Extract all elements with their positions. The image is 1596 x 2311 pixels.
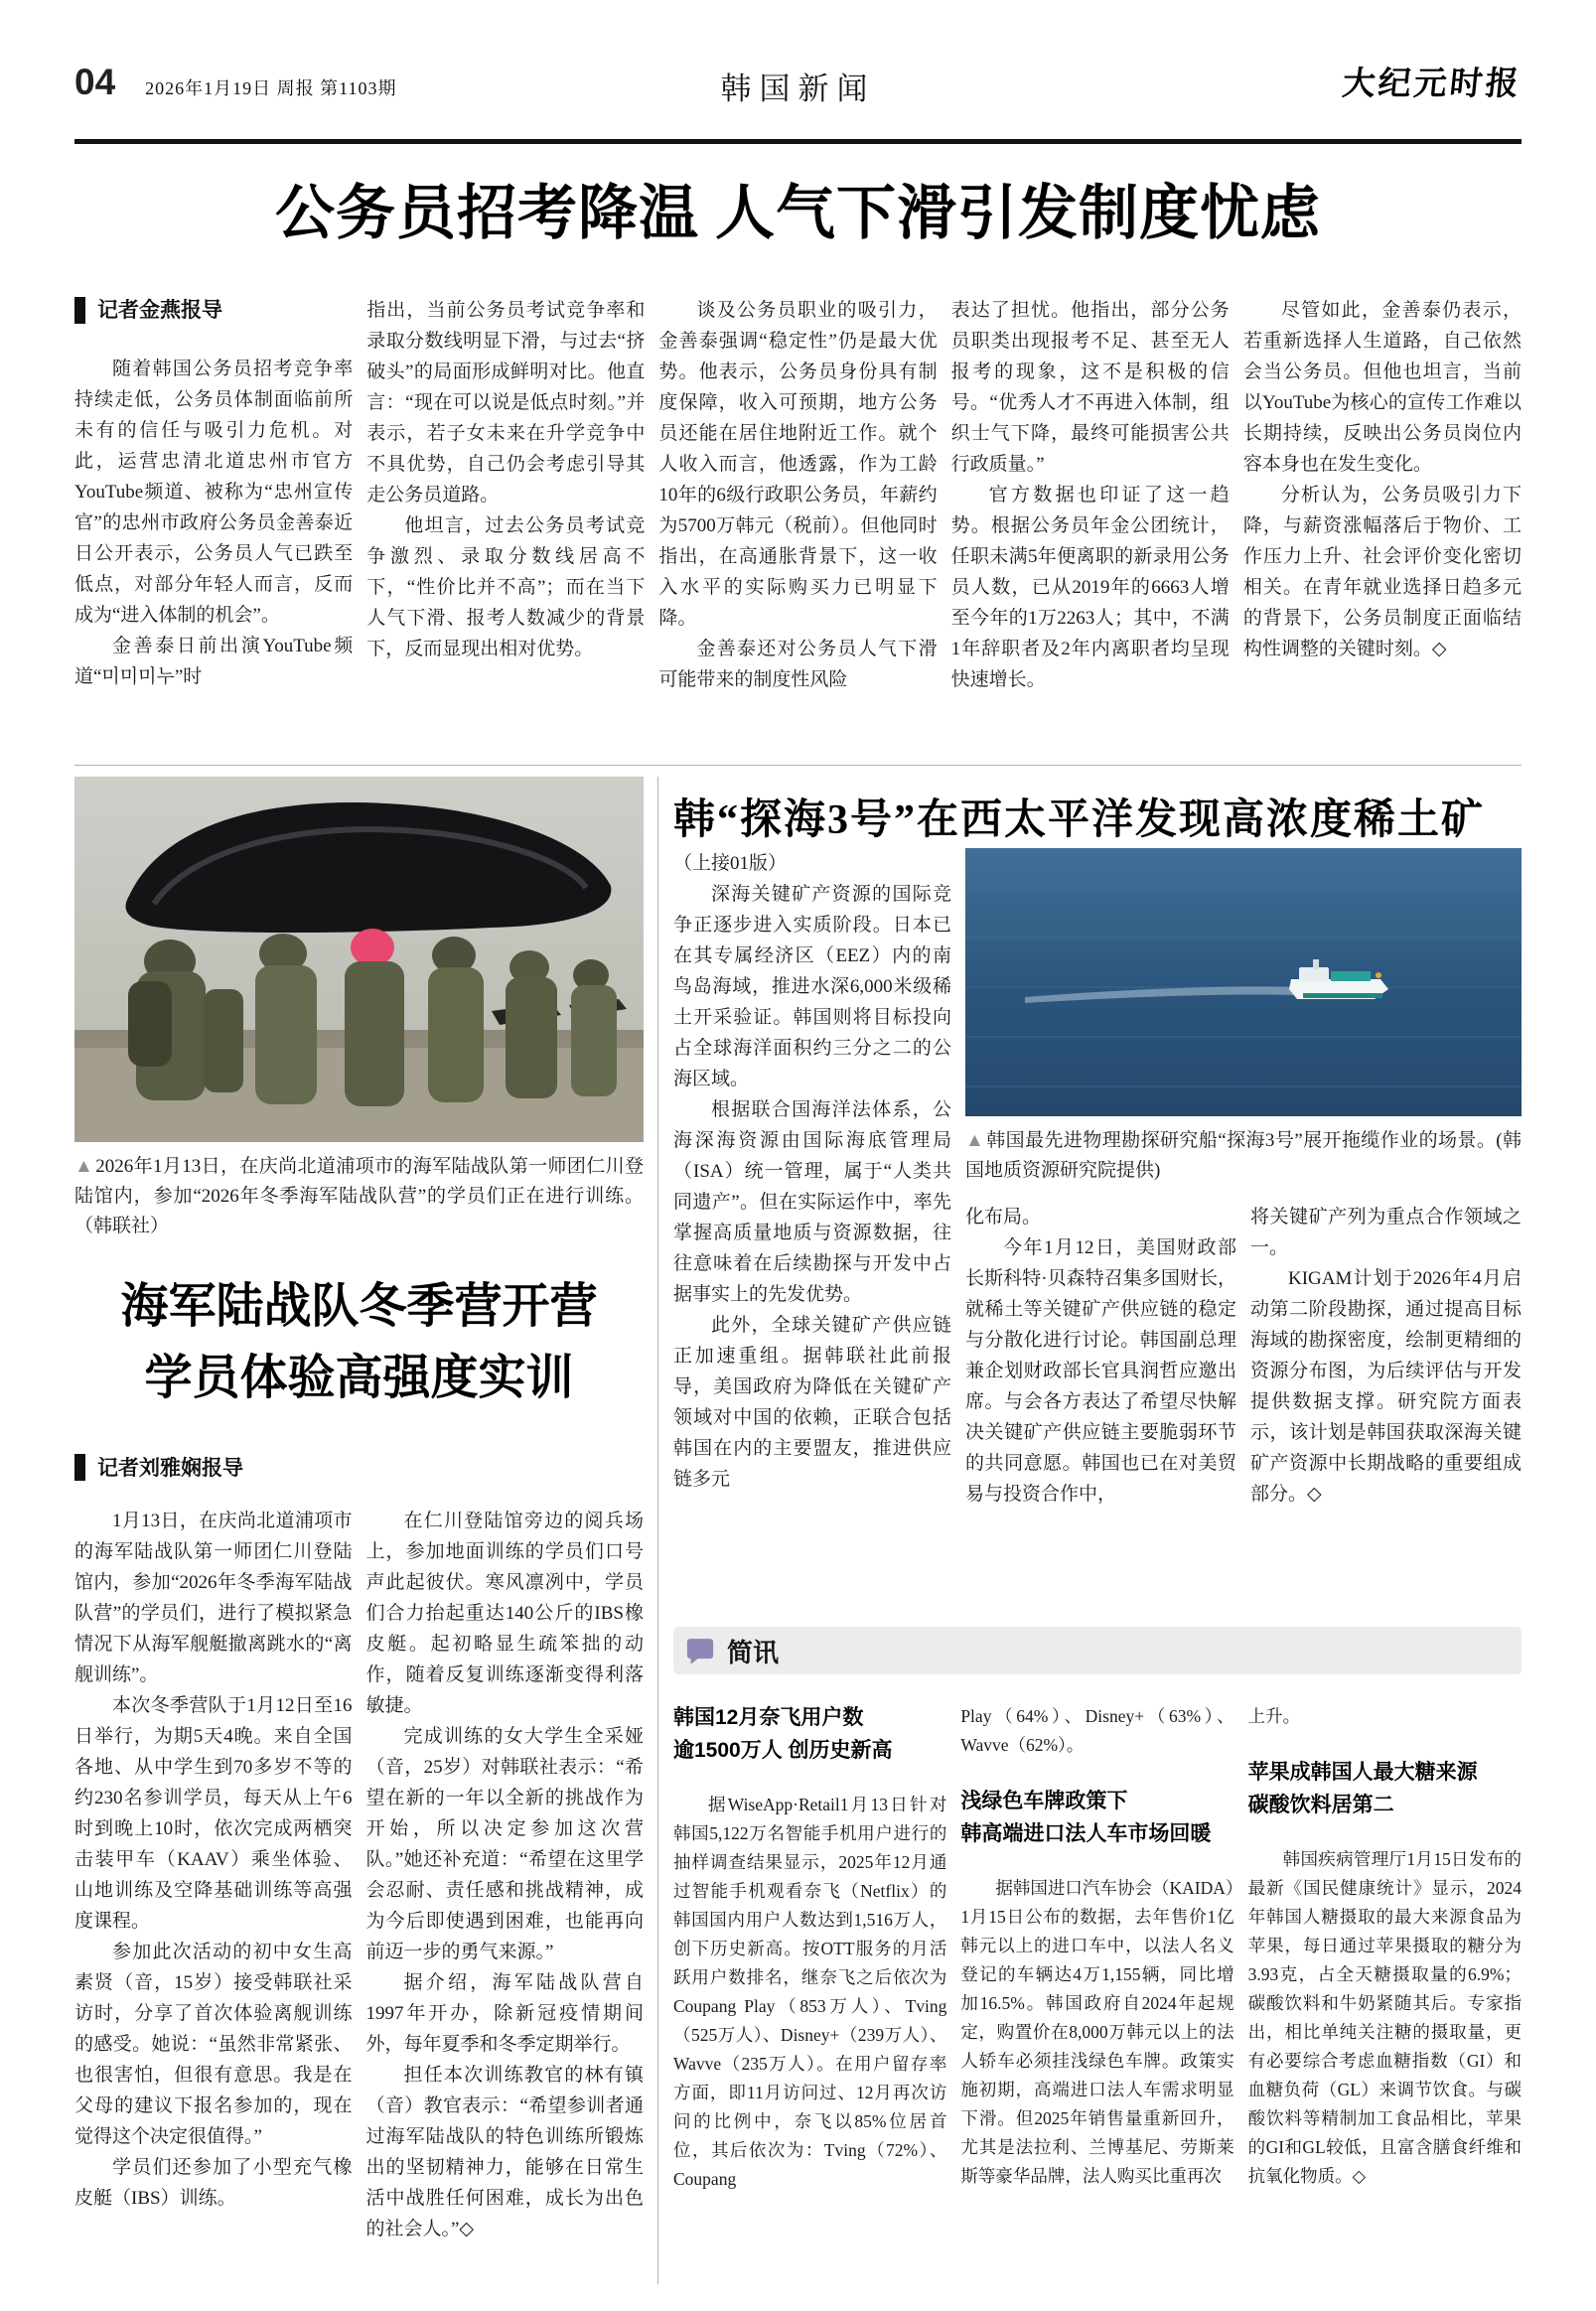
speech-bubble-icon — [685, 1636, 715, 1665]
brief-col-1 — [673, 1702, 946, 2194]
paragraph: 此外，全球关键矿产供应链正加速重组。据韩联社此前报导，美国政府为降低在关键矿产领域对中国的依赖，正联合包括韩国在内的主要盟友，推进供应链多元 — [673, 1315, 951, 1490]
article3-columns — [74, 1506, 644, 2244]
article2-col-2 — [965, 1202, 1236, 1510]
article2-col-3 — [1250, 1202, 1522, 1510]
paragraph: 据韩国进口汽车协会（KAIDA）1月15日公布的数据，去年售价1亿韩元以上的进口车中，以法人名义登记的车辆达4万1,155辆，同比增加16.5%。韩国政府自2024年起规定，购置价在8,000万韩元以上的法人轿车必须挂浅绿色车牌。政策实施初期，高端进口法人车需求明显下滑。但2025年销售量重新回升，尤其是法拉利、兰博基尼、劳斯莱斯等豪华品牌，法人购买比重再次 — [960, 1878, 1234, 2187]
paragraph: 1月13日，在庆尚北道浦项市的海军陆战队第一师团仁川登陆馆内，参加“2026年冬季海军陆战队营”的学员们，进行了模拟紧急情况下从海军舰艇撤离跳水的“离舰训练”。 — [74, 1511, 353, 1685]
article-civil-servant — [74, 177, 1522, 695]
byline — [74, 295, 353, 326]
article1-col-1 — [74, 295, 353, 695]
brief-col-3 — [1248, 1702, 1522, 2194]
marine-photo-caption — [74, 1152, 644, 1241]
byline-bar-icon — [74, 1454, 85, 1481]
paragraph: 今年1月12日，美国财政部长斯科特·贝森特召集多国财长，就稀土等关键矿产供应链的稳定与分散化进行讨论。韩国副总理兼企划财政部长官具润哲应邀出席。与会各方表达了希望尽快解决关键矿产供应链主要脆弱环节的共同意愿。韩国也已在对美贸易与投资合作中， — [965, 1237, 1236, 1505]
section-divider — [74, 765, 1522, 766]
paragraph: Play（64%）、Disney+（63%）、Wavve（62%）。 — [960, 1706, 1234, 1755]
paragraph: 他坦言，过去公务员考试竞争激烈、录取分数线居高不下，“性价比并不高”；而在当下人气下滑、报考人数减少的背景下，反而显现出相对优势。 — [366, 515, 646, 659]
paragraph: 化布局。 — [965, 1207, 1042, 1228]
paragraph: 完成训练的女大学生全采娅（音，25岁）对韩联社表示：“希望在新的一年以全新的挑战作为开始，所以决定参加这次营队。”她还补充道：“希望在这里学会忍耐、责任感和挑战精神，成为今后即使遇到困难，也能再向前迈一步的勇气来源。” — [365, 1726, 644, 1962]
section-title: 韩国新闻 — [720, 72, 876, 106]
article3-col-1 — [74, 1506, 353, 2244]
caption-triangle-icon: ▲ — [965, 1130, 985, 1151]
paragraph: 上升。 — [1247, 1706, 1301, 1726]
paragraph: 指出，当前公务员考试竞争率和录取分数线明显下滑，与过去“挤破头”的局面形成鲜明对比。他直言：“现在可以说是低点时刻。”并表示，若子女未来在升学竞争中不具优势，自己仍会考虑引导其走公务员道路。 — [366, 300, 646, 506]
paragraph: 韩国疾病管理厅1月15日发布的最新《国民健康统计》显示，2024年韩国人糖摄取的最大来源食品为苹果，每日通过苹果摄取的糖分为3.93克，占全天糖摄取量的6.9%；碳酸饮料和牛奶紧随其后。专家指出，相比单纯关注糖的摄取量，更有必要综合考虑血糖指数（GI）和血糖负荷（GL）来调节饮食。与碳酸饮料等精制加工食品相比，苹果的GI和GL较低，且富含膳食纤维和抗氧化物质。◇ — [1247, 1849, 1522, 2187]
article2-col-1 — [673, 848, 951, 1510]
paragraph: （上接01版） — [673, 853, 788, 874]
byline-text: 记者金燕报导 — [97, 299, 222, 322]
paragraph: 尽管如此，金善泰仍表示，若重新选择人生道路，自己依然会当公务员。但他也坦言，当前以YouTube为核心的宣传工作难以长期持续，反映出公务员岗位内容本身也在发生变化。 — [1242, 300, 1523, 475]
paragraph: 随着韩国公务员招考竞争率持续走低，公务员体制面临前所未有的信任与吸引力危机。对此，运营忠清北道忠州市官方YouTube频道、被称为“忠州宣传官”的忠州市政府公务员金善泰近日公开表示，公务员人气已跌至低点，对部分年轻人而言，反而成为“进入体制的机会”。 — [74, 359, 354, 626]
paragraph: 在仁川登陆馆旁边的阅兵场上，参加地面训练的学员们口号声此起彼伏。寒风凛冽中，学员们合力抬起重达140公斤的IBS橡皮艇。起初略显生疏笨拙的动作，随着反复训练逐渐变得利落敏捷。 — [365, 1511, 644, 1716]
article1-col-3 — [658, 295, 937, 695]
article3-headline-line2: 学员体验高强度实训 — [144, 1352, 574, 1404]
marines-boat-photo — [74, 777, 644, 1142]
article-marine-camp — [74, 1271, 644, 2244]
date-issue-line: 2026年1月19日 周报 第1103期 — [145, 78, 397, 98]
vertical-divider — [657, 777, 658, 2284]
page-number: 04 — [74, 62, 116, 102]
article1-col-5 — [1243, 295, 1522, 695]
briefs-header-bar — [673, 1627, 1522, 1674]
briefs-columns — [673, 1702, 1522, 2194]
article2-right-block — [965, 848, 1522, 1510]
paragraph: 根据联合国海洋法体系，公海深海资源由国际海底管理局（ISA）统一管理，属于“人类共同遗产”。但在实际运作中，率先掌握高质量地质与资源数据，往往意味着在后续勘探与开发中占据事实上的先发优势。 — [673, 1099, 951, 1305]
column-text — [74, 354, 353, 692]
brief-title: 苹果成韩国人最大糖来源 碳酸饮料居第二 — [1247, 1761, 1478, 1816]
paragraph: 将关键矿产列为重点合作领域之一。 — [1250, 1207, 1522, 1258]
paragraph: 金善泰还对公务员人气下滑可能带来的制度性风险 — [658, 639, 938, 690]
right-region — [673, 787, 1522, 2284]
article2-headline: 韩“探海3号”在西太平洋发现高浓度稀土矿 — [673, 797, 1486, 843]
byline-bar-icon — [74, 297, 85, 324]
briefs-title: 简讯 — [727, 1637, 780, 1667]
paragraph: KIGAM计划于2026年4月启动第二阶段勘探，通过提高目标海域的勘探密度，绘制更精细的资源分布图，为后续评估与开发提供数据支撑。研究院方面表示，该计划是韩国获取深海关键矿产资源中长期战略的重要组成部分。◇ — [1250, 1268, 1522, 1505]
byline — [74, 1452, 644, 1482]
caption-text: 韩国最先进物理勘探研究船“探海3号”展开拖缆作业的场景。(韩国地质资源研究院提供) — [965, 1130, 1522, 1181]
paragraph: 据WiseApp·Retail1月13日针对韩国5,122万名智能手机用户进行的抽样调查结果显示，2025年12月通过智能手机观看奈飞（Netflix）的韩国国内用户人数达到1,516万人，创下历史新高。按OTT服务的月活跃用户数排名，继奈飞之后依次为Coupang Play（853万人）、Tving（525万人）、Disney+（239万人）、Wavve（235万人）。在用户留存率方面，即11月访问过、12月再次访问的比例中，奈飞以85%位居首位，其后依次为：Tving（72%）、Coupang — [673, 1795, 947, 2190]
article1-col-4 — [951, 295, 1230, 695]
paragraph: 官方数据也印证了这一趋势。根据公务员年金公团统计，任职未满5年便离职的新录用公务员人数，已从2019年的6663人增至今年的1万2263人；其中，不满1年辞职者及2年内离职者均呈现快速增长。 — [950, 485, 1230, 690]
article1-headline: 公务员招考降温 人气下滑引发制度忧虑 — [275, 181, 1321, 246]
article1-col-2 — [366, 295, 645, 695]
ship-photo-caption — [965, 1126, 1522, 1186]
paragraph: 据介绍，海军陆战队营自1997年开办，除新冠疫情期间外，每年夏季和冬季定期举行。 — [365, 1972, 644, 2055]
article3-headline — [74, 1271, 644, 1414]
header-rule — [74, 139, 1522, 144]
research-ship-photo — [965, 848, 1522, 1116]
masthead-logo: 大纪元时报 — [1340, 67, 1523, 102]
brief-col-2 — [960, 1702, 1233, 2194]
paragraph: 表达了担忧。他指出，部分公务员职类出现报考不足、甚至无人报考的现象，这不是积极的信号。“优秀人才不再进入体制，组织士气下降，最终可能损害公共行政质量。” — [950, 300, 1230, 475]
paragraph: 担任本次训练教官的林有镇（音）教官表示：“希望参训者通过海军陆战队的特色训练所锻炼出的坚韧精神力，能够在日常生活中战胜任何困难，成长为出色的社会人。”◇ — [365, 2065, 644, 2239]
paragraph: 金善泰日前出演YouTube频道“미미미누”时 — [74, 636, 354, 687]
article2-body — [673, 848, 1522, 1510]
paragraph: 谈及公务员职业的吸引力，金善泰强调“稳定性”仍是最大优势。他表示，公务员身份具有制度保障，收入可预期，地方公务员还能在居住地附近工作。就个人收入而言，他透露，作为工龄10年的6级行政职公务员，年薪约为5700万韩元（税前）。但他同时指出，在高通胀背景下，这一收入水平的实际购买力已明显下降。 — [658, 300, 938, 629]
brief-title: 韩国12月奈飞用户数 逾1500万人 创历史新高 — [673, 1706, 893, 1762]
byline-text: 记者刘雅娴报导 — [97, 1457, 243, 1480]
caption-triangle-icon: ▲ — [74, 1156, 94, 1177]
article2-subcolumns — [965, 1202, 1522, 1510]
brief-title: 浅绿色车牌政策下 韩高端进口法人车市场回暖 — [960, 1790, 1212, 1845]
paragraph: 分析认为，公务员吸引力下降，与薪资涨幅落后于物价、工作压力上升、社会评价变化密切相关。在青年就业选择日趋多元的背景下，公务员制度正面临结构性调整的关键时刻。◇ — [1242, 485, 1523, 659]
paragraph: 本次冬季营队于1月12日至16日举行，为期5天4晚。来自全国各地、从中学生到70多岁不等的约230名参训学员，每天从上午6时到晚上10时，依次完成两栖突击装甲车（KAAV）乘坐体验、山地训练及空降基础训练等高强度课程。 — [74, 1695, 353, 1932]
article1-columns — [74, 295, 1522, 695]
paragraph: 学员们还参加了小型充气橡皮艇（IBS）训练。 — [74, 2157, 353, 2209]
article3-headline-line1: 海军陆战队冬季营开营 — [120, 1280, 598, 1333]
article3-col-2 — [366, 1506, 645, 2244]
caption-text: 2026年1月13日，在庆尚北道浦项市的海军陆战队第一师团仁川登陆馆内，参加“2026年冬季海军陆战队营”的学员们正在进行训练。（韩联社） — [74, 1156, 644, 1236]
paragraph: 深海关键矿产资源的国际竞争正逐步进入实质阶段。日本已在其专属经济区（EEZ）内的南鸟岛海域，推进水深6,000米级稀土开采验证。韩国则将目标投向占全球海洋面积约三分之二的公海区域。 — [673, 884, 951, 1089]
paragraph: 参加此次活动的初中女生高素贤（音，15岁）接受韩联社采访时，分享了首次体验离舰训练的感受。她说：“虽然非常紧张、也很害怕，但很有意思。我是在父母的建议下报名参加的，现在觉得这个决定很值得。” — [74, 1942, 353, 2147]
left-region — [74, 777, 644, 2244]
